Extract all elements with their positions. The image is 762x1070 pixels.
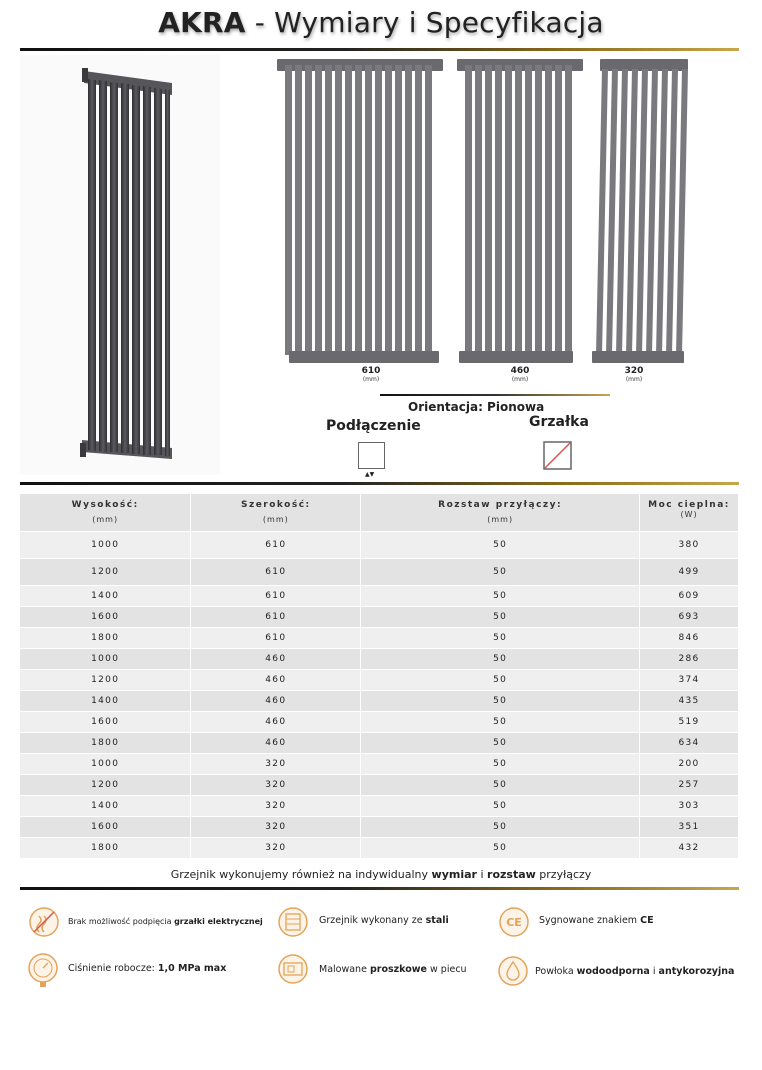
table-cell: 460 bbox=[191, 732, 361, 753]
waterproof-icon bbox=[497, 955, 529, 987]
custom-size-note: Grzejnik wykonujemy również na indywidualny wymiar i rozstaw przyłączy bbox=[170, 868, 592, 881]
table-row bbox=[20, 648, 739, 669]
table-cell: 610 bbox=[191, 558, 361, 585]
pressure-gauge-icon bbox=[26, 951, 60, 989]
table-cell: 460 bbox=[191, 669, 361, 690]
header-width: Szerokość: (mm) bbox=[191, 494, 361, 531]
dimension-unit: (mm) bbox=[511, 376, 529, 383]
table-cell: 50 bbox=[361, 669, 640, 690]
table-cell: 432 bbox=[640, 837, 739, 858]
orientation-divider bbox=[380, 394, 610, 396]
table-cell: 610 bbox=[191, 531, 361, 558]
table-cell: 320 bbox=[191, 753, 361, 774]
bottom-divider bbox=[20, 887, 739, 890]
connection-diagram-icon bbox=[358, 442, 385, 469]
dimension-460 bbox=[490, 366, 550, 383]
table-cell: 50 bbox=[361, 558, 640, 585]
table-cell: 1800 bbox=[20, 837, 191, 858]
table-row bbox=[20, 690, 739, 711]
header-heat-output: Moc cieplna: (W) bbox=[640, 494, 739, 531]
radiator-perspective-image bbox=[20, 55, 220, 475]
table-cell: 1000 bbox=[20, 531, 191, 558]
table-cell: 610 bbox=[191, 585, 361, 606]
table-cell: 1600 bbox=[20, 711, 191, 732]
dimension-value: 610 bbox=[361, 366, 381, 376]
table-cell: 351 bbox=[640, 816, 739, 837]
radiator-front-460-image bbox=[455, 55, 585, 367]
table-cell: 499 bbox=[640, 558, 739, 585]
orientation-label: Orientacja: Pionowa bbox=[408, 400, 545, 414]
mid-divider bbox=[20, 482, 739, 485]
table-cell: 200 bbox=[640, 753, 739, 774]
connection-label: Podłączenie bbox=[326, 418, 421, 434]
table-cell: 50 bbox=[361, 627, 640, 648]
table-cell: 1200 bbox=[20, 774, 191, 795]
table-cell: 320 bbox=[191, 795, 361, 816]
title-text: - Wymiary i Specyfikacja bbox=[254, 6, 604, 39]
table-cell: 1400 bbox=[20, 585, 191, 606]
table-cell: 693 bbox=[640, 606, 739, 627]
ce-icon bbox=[498, 906, 530, 938]
feature-text: Malowane proszkowe w piecu bbox=[319, 964, 467, 975]
table-cell: 610 bbox=[191, 606, 361, 627]
table-row bbox=[20, 732, 739, 753]
no-heater-icon bbox=[28, 906, 60, 938]
table-cell: 846 bbox=[640, 627, 739, 648]
dimension-320 bbox=[604, 366, 664, 383]
feature-text: Grzejnik wykonany ze stali bbox=[319, 915, 449, 926]
powder-coat-icon bbox=[277, 953, 309, 985]
table-cell: 380 bbox=[640, 531, 739, 558]
table-cell: 1000 bbox=[20, 753, 191, 774]
table-row bbox=[20, 585, 739, 606]
table-cell: 50 bbox=[361, 816, 640, 837]
table-cell: 303 bbox=[640, 795, 739, 816]
dimension-unit: (mm) bbox=[362, 376, 380, 383]
header-spacing: Rozstaw przyłączy: (mm) bbox=[361, 494, 640, 531]
radiator-front-610-image bbox=[275, 55, 445, 367]
table-cell: 610 bbox=[191, 627, 361, 648]
table-cell: 50 bbox=[361, 753, 640, 774]
table-cell: 435 bbox=[640, 690, 739, 711]
table-cell: 609 bbox=[640, 585, 739, 606]
table-cell: 519 bbox=[640, 711, 739, 732]
table-row bbox=[20, 606, 739, 627]
table-cell: 257 bbox=[640, 774, 739, 795]
heater-label: Grzałka bbox=[529, 414, 589, 430]
no-heater-box-icon bbox=[543, 441, 572, 470]
table-cell: 1600 bbox=[20, 816, 191, 837]
table-cell: 50 bbox=[361, 774, 640, 795]
table-row bbox=[20, 627, 739, 648]
table-cell: 374 bbox=[640, 669, 739, 690]
dimension-value: 460 bbox=[510, 366, 530, 376]
table-cell: 50 bbox=[361, 837, 640, 858]
table-cell: 1200 bbox=[20, 558, 191, 585]
table-row bbox=[20, 774, 739, 795]
radiator-front-320-image bbox=[590, 55, 690, 367]
table-cell: 50 bbox=[361, 531, 640, 558]
table-cell: 460 bbox=[191, 711, 361, 732]
page-title bbox=[0, 6, 762, 39]
table-cell: 634 bbox=[640, 732, 739, 753]
radiator-icon bbox=[277, 906, 309, 938]
table-row bbox=[20, 669, 739, 690]
feature-text: Brak możliwość podpięcia grzałki elektrycznej bbox=[68, 917, 263, 926]
header-height: Wysokość: (mm) bbox=[20, 494, 191, 531]
table-row bbox=[20, 816, 739, 837]
dimension-value: 320 bbox=[624, 366, 644, 376]
table-cell: 1800 bbox=[20, 732, 191, 753]
table-cell: 460 bbox=[191, 690, 361, 711]
table-cell: 50 bbox=[361, 648, 640, 669]
dimension-unit: (mm) bbox=[625, 376, 643, 383]
table-cell: 50 bbox=[361, 732, 640, 753]
table-header-row bbox=[20, 494, 739, 531]
table-cell: 1000 bbox=[20, 648, 191, 669]
table-cell: 320 bbox=[191, 837, 361, 858]
table-cell: 286 bbox=[640, 648, 739, 669]
table-cell: 460 bbox=[191, 648, 361, 669]
dimension-610 bbox=[341, 366, 401, 383]
table-cell: 1400 bbox=[20, 690, 191, 711]
table-row bbox=[20, 837, 739, 858]
table-row bbox=[20, 795, 739, 816]
table-cell: 50 bbox=[361, 711, 640, 732]
table-cell: 1600 bbox=[20, 606, 191, 627]
table-cell: 50 bbox=[361, 690, 640, 711]
table-row bbox=[20, 558, 739, 585]
table-cell: 50 bbox=[361, 606, 640, 627]
connection-arrows-icon: ▲▼ bbox=[365, 471, 375, 478]
table-cell: 50 bbox=[361, 585, 640, 606]
table-cell: 320 bbox=[191, 774, 361, 795]
table-row bbox=[20, 753, 739, 774]
table-cell: 1800 bbox=[20, 627, 191, 648]
top-divider bbox=[20, 48, 739, 51]
table-row bbox=[20, 711, 739, 732]
table-cell: 1200 bbox=[20, 669, 191, 690]
table-cell: 320 bbox=[191, 816, 361, 837]
feature-text: Ciśnienie robocze: 1,0 MPa max bbox=[68, 963, 227, 974]
product-name: AKRA bbox=[158, 6, 246, 39]
table-cell: 1400 bbox=[20, 795, 191, 816]
feature-text: Sygnowane znakiem CE bbox=[539, 915, 654, 926]
svg-text:CE: CE bbox=[506, 916, 522, 929]
feature-text: Powłoka wodoodporna i antykorozyjna bbox=[535, 966, 735, 977]
specification-table bbox=[20, 494, 739, 858]
table-row bbox=[20, 531, 739, 558]
table-cell: 50 bbox=[361, 795, 640, 816]
